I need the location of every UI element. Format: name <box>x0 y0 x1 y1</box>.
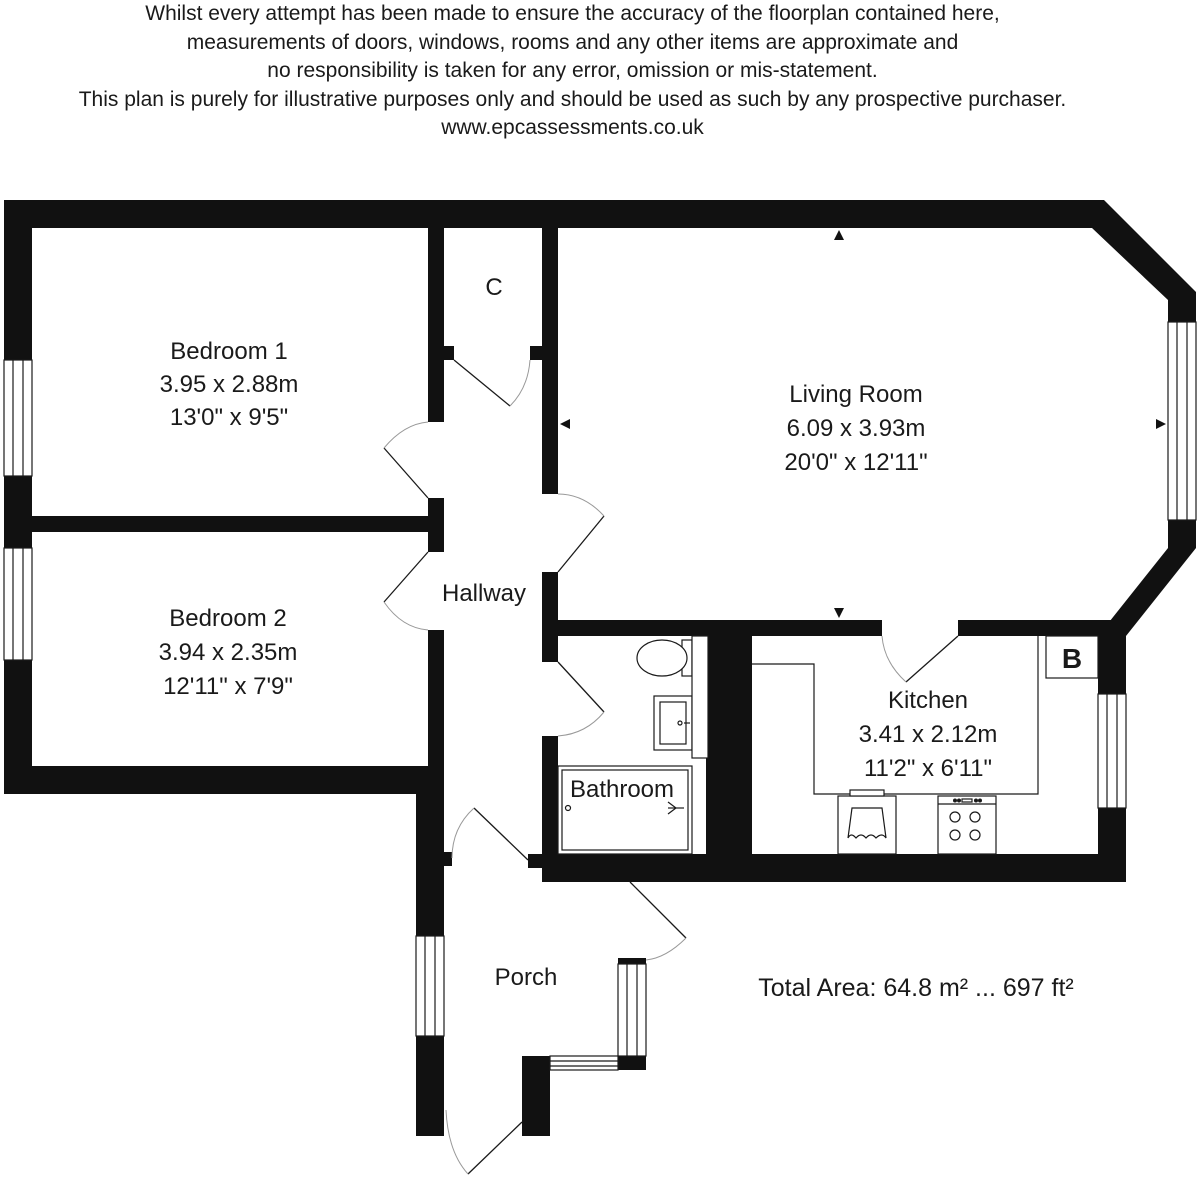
bathroom-door <box>558 662 604 736</box>
porch-side-door <box>630 882 686 960</box>
living-room-metric: 6.09 x 3.93m <box>786 415 926 442</box>
front-door <box>446 1110 522 1174</box>
total-area: Total Area: 64.8 m² ... 697 ft² <box>758 974 1074 1002</box>
disclaimer-line-2: measurements of doors, windows, rooms and any other items are approximate and <box>186 30 959 54</box>
bedroom2-hall-wall <box>428 630 444 794</box>
porch-left-wall-top <box>416 794 444 936</box>
cupboard-door <box>454 360 530 406</box>
bedroom2-bottom-wall <box>4 766 444 794</box>
marker-bottom <box>834 608 844 618</box>
toilet-icon <box>637 640 692 676</box>
cupboard-stub-right <box>530 346 542 360</box>
porch-right-window <box>618 964 646 1056</box>
porch-window-top-cap <box>618 958 646 964</box>
kitchen-door <box>882 636 958 682</box>
living-bay-window <box>1168 322 1196 520</box>
cooker-icon <box>938 796 996 854</box>
bedroom2-window <box>4 548 32 660</box>
disclaimer-line-1: Whilst every attempt has been made to ensure the accuracy of the floorplan contained here, <box>145 2 1000 25</box>
porch-front-window <box>550 1056 618 1070</box>
marker-top <box>834 230 844 240</box>
living-room-imperial: 20'0" x 12'11" <box>784 449 928 476</box>
porch-stub-left <box>444 852 452 866</box>
living-room-name: Living Room <box>789 381 923 408</box>
bedroom1-hall-wall-top <box>428 228 444 422</box>
bedroom2-name: Bedroom 2 <box>169 605 287 632</box>
bedroom1-imperial: 13'0" x 9'5" <box>169 404 289 431</box>
disclaimer-line-4: This plan is purely for illustrative purposes only and should be used as such by any prospective purchaser. <box>78 87 1067 111</box>
porch-right-pier <box>522 1056 550 1136</box>
porch-label: Porch <box>494 964 558 991</box>
bedroom1-hall-wall-bottom <box>428 498 444 552</box>
bathroom-side-panel <box>692 636 708 758</box>
porch-window-corner <box>618 1056 646 1070</box>
left-wall-top <box>4 200 32 360</box>
cupboard-right-wall <box>542 228 558 494</box>
bedroom1-metric: 3.95 x 2.88m <box>159 371 299 398</box>
porch-left-window <box>416 936 444 1036</box>
top-wall <box>4 200 1104 228</box>
sink-icon <box>654 696 692 750</box>
living-room-door <box>558 494 604 572</box>
kitchen-window <box>1098 694 1126 808</box>
disclaimer-line-3: no responsibility is taken for any error, omission or mis-statement. <box>267 59 878 82</box>
living-bottom-wall-left <box>542 620 882 636</box>
porch-inner-door <box>452 808 528 860</box>
marker-right <box>1156 419 1166 429</box>
bedroom2-metric: 3.94 x 2.35m <box>158 639 298 666</box>
bay-wall-right-top <box>1168 300 1196 322</box>
bedroom2-door <box>384 552 428 630</box>
porch-top-wall-right <box>542 868 646 882</box>
cupboard-label: C <box>485 274 503 301</box>
bedroom2-imperial: 12'11" x 7'9" <box>163 673 293 700</box>
porch-top-stub <box>528 854 542 868</box>
boiler-icon <box>1046 636 1098 678</box>
marker-left <box>560 419 570 429</box>
bedroom1-name: Bedroom 1 <box>170 338 288 365</box>
porch-left-wall-bottom <box>416 1036 444 1136</box>
website-url: www.epcassessments.co.uk <box>441 116 704 139</box>
kitchen-right-wall-top <box>1098 620 1126 694</box>
left-wall-mid <box>4 476 32 548</box>
washing-machine-icon <box>838 790 896 854</box>
bedroom-divider-wall <box>32 516 428 532</box>
bedroom1-window <box>4 360 32 476</box>
kitchen-metric: 3.41 x 2.12m <box>858 721 998 748</box>
hallway-label: Hallway <box>441 580 527 607</box>
bay-wall-lower <box>1098 520 1196 636</box>
kitchen-imperial: 11'2" x 6'11" <box>863 755 993 782</box>
kitchen-name: Kitchen <box>887 687 969 714</box>
boiler-label: B <box>1061 643 1083 674</box>
bedroom1-door <box>384 422 428 498</box>
bathroom-fixtures <box>558 636 708 854</box>
bathroom-label: Bathroom <box>569 776 675 803</box>
cupboard-stub-left <box>444 346 454 360</box>
hall-living-wall-lower <box>542 572 558 662</box>
